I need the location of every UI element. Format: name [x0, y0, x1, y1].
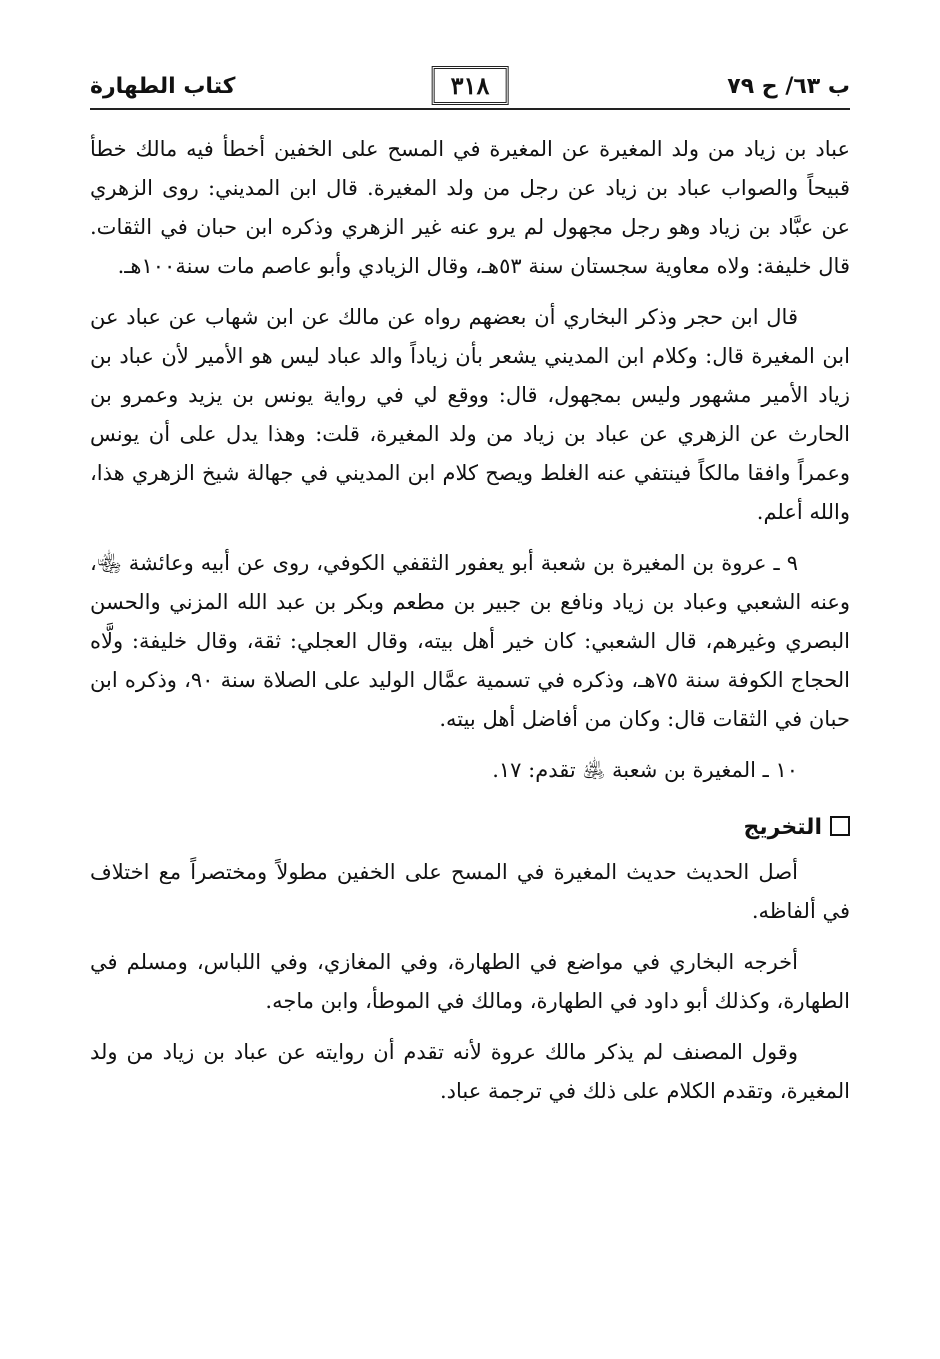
paragraph-4: ١٠ ـ المغيرة بن شعبة ﵁ تقدم: ١٧. [492, 758, 798, 782]
book-title: كتاب الطهارة [90, 74, 236, 99]
square-bullet-icon [830, 816, 850, 836]
paragraph-6: أخرجه البخاري في مواضع في الطهارة، وفي المغازي، وفي اللباس، ومسلم في الطهارة، وكذلك أبو داود في الطهارة، ومالك في الموطأ، وابن ماجه. [90, 950, 850, 1013]
page-number: ٣١٨ [432, 66, 509, 105]
hadith-reference: ب ٦٣/ ح ٧٩ [727, 74, 850, 99]
paragraph-7: وقول المصنف لم يذكر مالك عروة لأنه تقدم أن روايته عن عباد بن زياد من ولد المغيرة، وتقدم الكلام على ذلك في ترجمة عباد. [90, 1040, 850, 1103]
document-page [90, 60, 850, 1320]
paragraph-5: أصل الحديث حديث المغيرة في المسح على الخفين مطولاً ومختصراً مع اختلاف في ألفاظه. [90, 860, 850, 923]
paragraph-2: قال ابن حجر وذكر البخاري أن بعضهم رواه عن مالك عن ابن شهاب عن عباد عن ابن المغيرة قال: وكلام ابن المديني يشعر بأن زياداً والد عباد ليس هو الأمير لأن عباد بن زياد الأمير مشهور وليس بمجهول، قال: ووقع لي في رواية يونس بن يزيد وعمرو بن الحارث عن الزهري عن عباد بن زياد من ولد المغيرة، قلت: وهذا يدل على أن يونس وعمراً وافقا مالكاً فينتفي عنه الغلط ويصح كلام ابن المديني في جهالة شيخ الزهري هذا، والله أعلم. [90, 305, 850, 524]
section-heading [90, 808, 850, 847]
page-body [90, 130, 850, 1111]
paragraph-3: ٩ ـ عروة بن المغيرة بن شعبة أبو يعفور الثقفي الكوفي، روى عن أبيه وعائشة ﵄، وعنه الشعبي وعباد بن زياد ونافع بن جبير بن مطعم وبكر بن عبد الله المزني والحسن البصري وغيرهم، قال الشعبي: كان خير أهل بيته، وقال العجلي: ثقة، وقال خليفة: ولَّاه الحجاج الكوفة سنة ٧٥هـ، وذكره في تسمية عمَّال الوليد على الصلاة سنة ٩٠، وذكره ابن حبان في الثقات قال: وكان من أفاضل أهل بيته. [90, 551, 851, 731]
page-header [90, 60, 850, 110]
paragraph-1: عباد بن زياد من ولد المغيرة عن المغيرة في المسح على الخفين أخطأ فيه مالك خطأ قبيحاً والصواب عباد بن زياد عن رجل من ولد المغيرة. قال ابن المديني: روى الزهري عن عبَّاد بن زياد وهو رجل مجهول لم يرو عنه غير الزهري وذكره ابن حبان في الثقات. قال خليفة: ولاه معاوية سجستان سنة ٥٣هـ، وقال الزيادي وأبو عاصم مات سنة١٠٠هـ. [90, 137, 850, 278]
section-heading-label: التخريج [743, 815, 822, 840]
